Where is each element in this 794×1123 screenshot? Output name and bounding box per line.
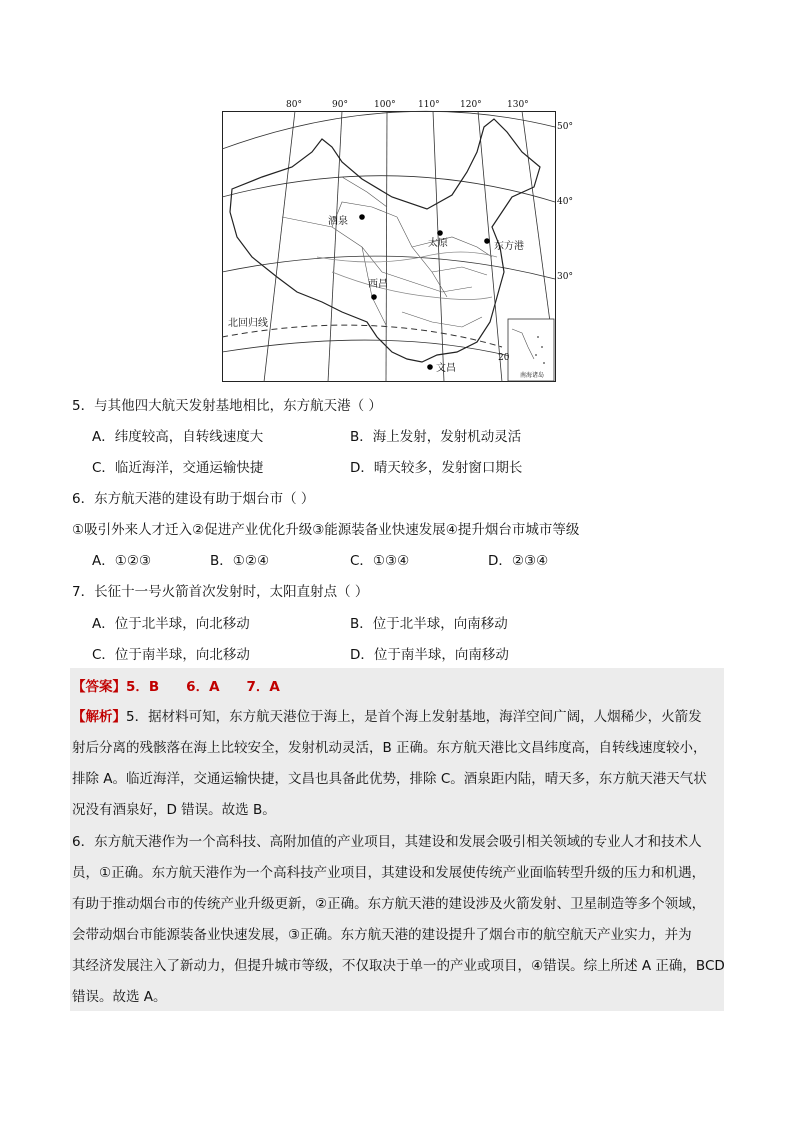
analysis-text-1: 5．据材料可知，东方航天港位于海上，是首个海上发射基地，海洋空间广阔，人烟稀少，火箭发	[126, 709, 702, 725]
city-dot-taiyuan	[437, 230, 443, 236]
latitude-label-40: 40°	[557, 197, 573, 207]
latitude-label-50: 50°	[557, 122, 573, 132]
analysis-line-4: 况没有酒泉好，D 错误。故选 B。	[72, 802, 276, 818]
city-label-jiuquan: 酒泉	[328, 216, 348, 227]
analysis-line-9: 其经济发展注入了新动力，但提升城市等级，不仅取决于单一的产业或项目，④错误。综上所述 A 正确，BCD	[72, 958, 725, 974]
china-map-svg	[222, 97, 578, 382]
city-dot-dongfanggang	[484, 238, 490, 244]
analysis-line-1	[72, 705, 702, 725]
analysis-line-2: 射后分离的残骸落在海上比较安全，发射机动灵活，B 正确。东方航天港比文昌纬度高，自转线速度较小，	[72, 740, 707, 756]
question-7-option-b: B．位于北半球，向南移动	[350, 616, 508, 632]
answer-tag: 【答案】	[72, 679, 126, 695]
question-7-option-d: D．位于南半球，向南移动	[350, 647, 509, 663]
question-5-option-a: A．纬度较高，自转线速度大	[92, 429, 264, 445]
longitude-label-100: 100°	[374, 100, 396, 110]
question-5-option-b: B．海上发射，发射机动灵活	[350, 429, 522, 445]
latitude-label-20: 20	[498, 353, 510, 363]
question-6-option-d: D．②③④	[488, 553, 549, 569]
question-5-stem: 5．与其他四大航天发射基地相比，东方航天港（ ）	[72, 398, 382, 414]
longitude-label-120: 120°	[460, 100, 482, 110]
analysis-line-7: 有助于推动烟台市的传统产业升级更新，②正确。东方航天港的建设涉及火箭发射、卫星制造等多个领域，	[72, 896, 706, 912]
city-dot-xichang	[371, 294, 377, 300]
question-7-option-a: A．位于北半球，向北移动	[92, 616, 250, 632]
question-6-option-c: C．①③④	[350, 553, 410, 569]
question-7-stem: 7．长征十一号火箭首次发射时，太阳直射点（ ）	[72, 584, 369, 600]
analysis-line-8: 会带动烟台市能源装备业快速发展，③正确。东方航天港的建设提升了烟台市的航空航天产业实力，并为	[72, 927, 692, 943]
question-6-option-b: B．①②④	[210, 553, 270, 569]
china-map-figure	[222, 97, 578, 382]
question-6-stem: 6．东方航天港的建设有助于烟台市（ ）	[72, 491, 315, 507]
question-6-option-a: A．①②③	[92, 553, 152, 569]
question-5-option-d: D．晴天较多，发射窗口期长	[350, 460, 523, 476]
longitude-label-130: 130°	[507, 100, 529, 110]
analysis-line-5: 6．东方航天港作为一个高科技、高附加值的产业项目，其建设和发展会吸引相关领域的专业人才和技术人	[72, 834, 702, 850]
city-label-taiyuan: 太原	[428, 238, 448, 249]
longitude-label-90: 90°	[332, 100, 348, 110]
city-label-dongfanggang: 东方港	[494, 241, 524, 252]
city-dot-jiuquan	[359, 214, 365, 220]
question-7-option-c: C．位于南半球，向北移动	[92, 647, 250, 663]
analysis-tag: 【解析】	[72, 709, 126, 725]
question-5-option-c: C．临近海洋，交通运输快捷	[92, 460, 264, 476]
longitude-label-80: 80°	[286, 100, 302, 110]
city-label-xichang: 西昌	[368, 279, 388, 290]
tropic-label: 北回归线	[228, 318, 268, 329]
answer-text: 5．B 6．A 7．A	[126, 679, 280, 695]
longitude-label-110: 110°	[418, 100, 440, 110]
question-6-items: ①吸引外来人才迁入②促进产业优化升级③能源装备业快速发展④提升烟台市城市等级	[72, 522, 580, 538]
city-dot-wenchang	[427, 364, 433, 370]
latitude-label-30: 30°	[557, 272, 573, 282]
city-label-wenchang: 文昌	[436, 363, 456, 374]
analysis-line-6: 员，①正确。东方航天港作为一个高科技产业项目，其建设和发展使传统产业面临转型升级的压力和机遇，	[72, 865, 706, 881]
inset-label: 南海诸岛	[520, 372, 545, 379]
answer-line	[72, 675, 280, 695]
analysis-line-10: 错误。故选 A。	[72, 989, 167, 1005]
analysis-line-3: 排除 A。临近海洋，交通运输快捷，文昌也具备此优势，排除 C。酒泉距内陆，晴天多，东方航天港天气状	[72, 771, 707, 787]
